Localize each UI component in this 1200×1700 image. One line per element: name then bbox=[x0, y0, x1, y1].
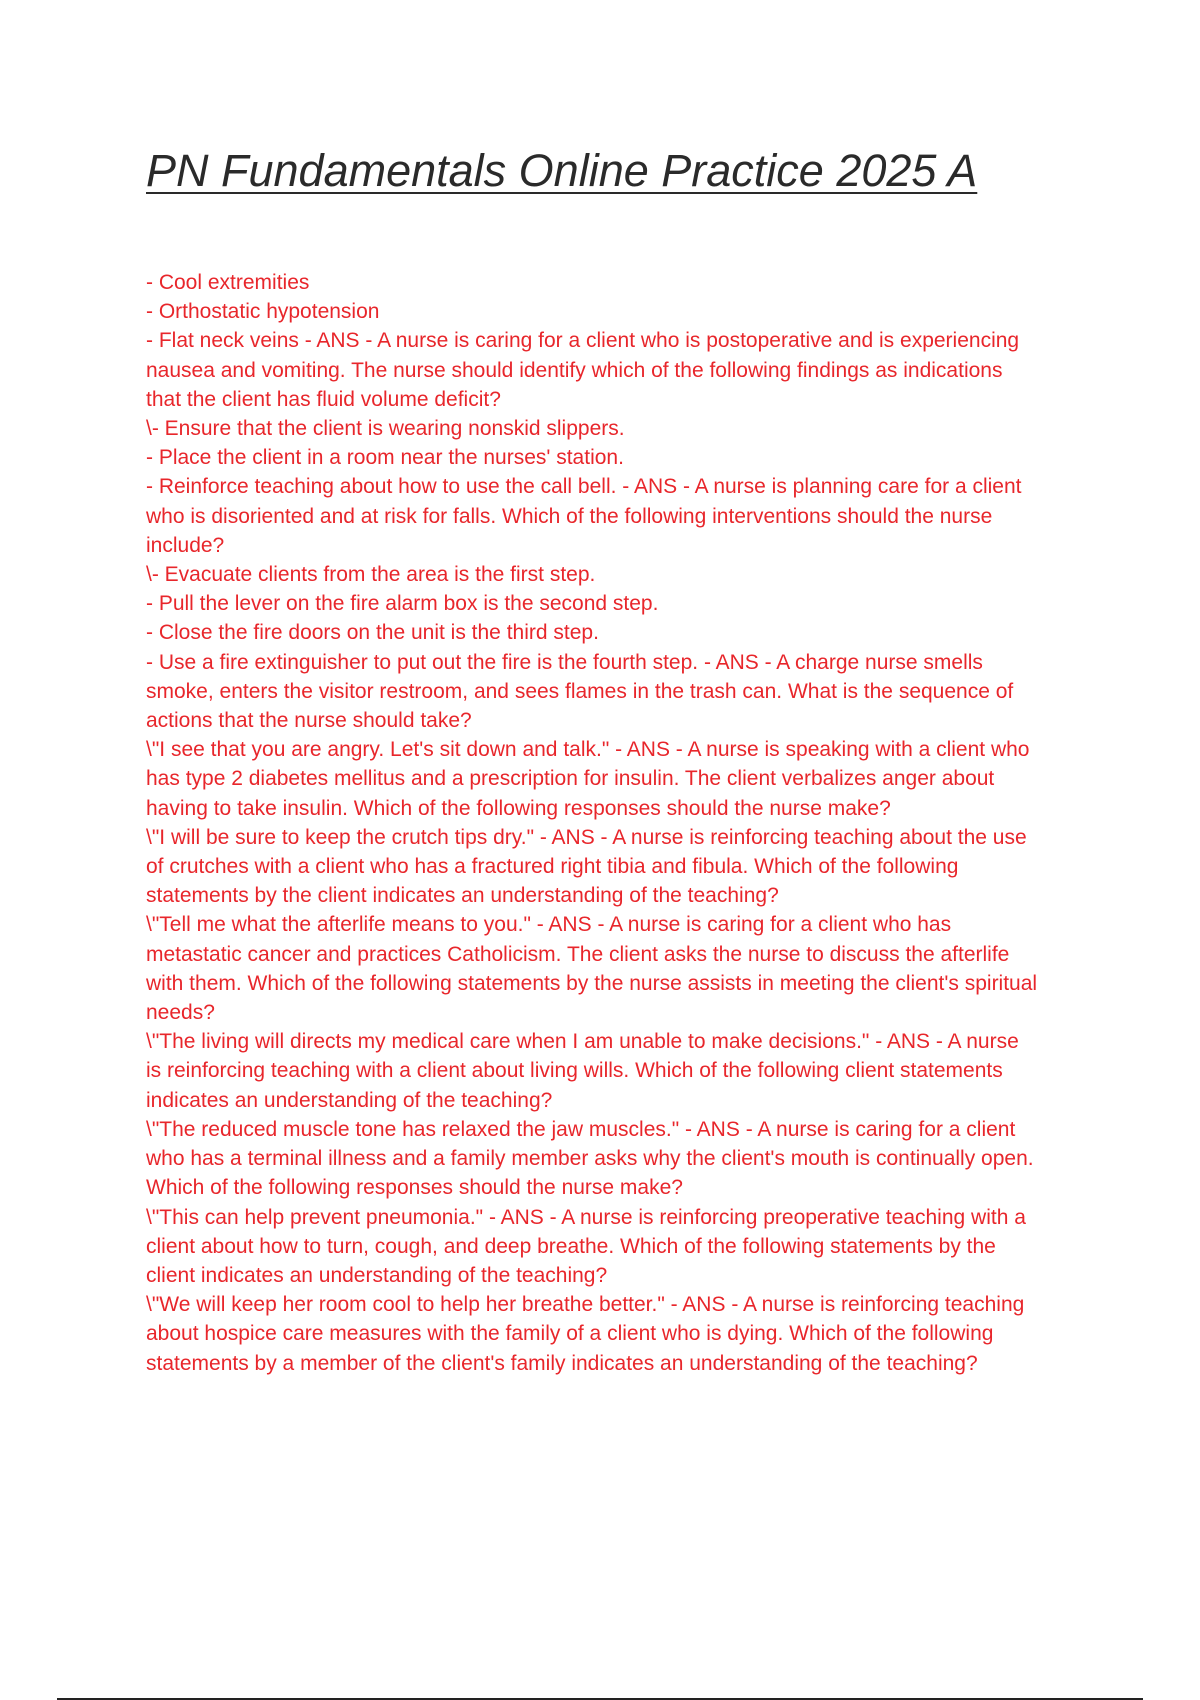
text-line: \"I will be sure to keep the crutch tips dry." - ANS - A nurse is reinforcing teaching about the use bbox=[146, 825, 1027, 849]
text-line: client about how to turn, cough, and deep breathe. Which of the following statements by the bbox=[146, 1234, 996, 1258]
text-line: \- Evacuate clients from the area is the first step. bbox=[146, 563, 596, 587]
text-line: - Pull the lever on the fire alarm box is the second step. bbox=[146, 592, 659, 616]
text-line: - Use a fire extinguisher to put out the fire is the fourth step. - ANS - A charge nurse smells bbox=[146, 650, 983, 674]
text-line: statements by a member of the client's family indicates an understanding of the teaching? bbox=[146, 1351, 978, 1375]
text-line: that the client has fluid volume deficit? bbox=[146, 387, 501, 411]
text-line: \"The living will directs my medical care when I am unable to make decisions." - ANS - A nurse bbox=[146, 1030, 1019, 1054]
text-line: \"This can help prevent pneumonia." - ANS - A nurse is reinforcing preoperative teaching with a bbox=[146, 1205, 1026, 1229]
text-line: \"We will keep her room cool to help her breathe better." - ANS - A nurse is reinforcing teaching bbox=[146, 1293, 1025, 1317]
text-line: indicates an understanding of the teaching? bbox=[146, 1088, 553, 1112]
text-line: Which of the following responses should the nurse make? bbox=[146, 1176, 683, 1200]
text-line: nausea and vomiting. The nurse should identify which of the following findings as indications bbox=[146, 358, 1003, 382]
text-line: - Place the client in a room near the nurses' station. bbox=[146, 446, 624, 470]
text-line: \"I see that you are angry. Let's sit down and talk." - ANS - A nurse is speaking with a client who bbox=[146, 738, 1030, 762]
text-line: statements by the client indicates an understanding of the teaching? bbox=[146, 884, 779, 908]
text-line: metastatic cancer and practices Catholicism. The client asks the nurse to discuss the afterlife bbox=[146, 942, 1010, 966]
text-line: \- Ensure that the client is wearing nonskid slippers. bbox=[146, 417, 625, 441]
text-line: - Flat neck veins - ANS - A nurse is caring for a client who is postoperative and is experiencing bbox=[146, 329, 1020, 353]
text-line: who is disoriented and at risk for falls. Which of the following interventions should the nurse bbox=[146, 504, 993, 528]
text-line: \"The reduced muscle tone has relaxed the jaw muscles." - ANS - A nurse is caring for a client bbox=[146, 1117, 1016, 1141]
text-line: - Close the fire doors on the unit is the third step. bbox=[146, 621, 599, 645]
document-body bbox=[146, 268, 1086, 1378]
text-line: has type 2 diabetes mellitus and a prescription for insulin. The client verbalizes anger about bbox=[146, 767, 995, 791]
text-line: \"Tell me what the afterlife means to you." - ANS - A nurse is caring for a client who has bbox=[146, 913, 952, 937]
text-line: - Cool extremities bbox=[146, 271, 310, 294]
text-line: with them. Which of the following statements by the nurse assists in meeting the client's spiritual bbox=[146, 971, 1038, 995]
text-line: needs? bbox=[146, 1001, 215, 1025]
text-line: who has a terminal illness and a family member asks why the client's mouth is continually open. bbox=[146, 1147, 1034, 1171]
text-line: smoke, enters the visitor restroom, and sees flames in the trash can. What is the sequence of bbox=[146, 679, 1014, 703]
text-line: about hospice care measures with the family of a client who is dying. Which of the following bbox=[146, 1322, 994, 1346]
text-line: of crutches with a client who has a fractured right tibia and fibula. Which of the following bbox=[146, 855, 959, 879]
text-line: client indicates an understanding of the teaching? bbox=[146, 1263, 608, 1287]
text-line: include? bbox=[146, 533, 225, 557]
text-line: - Reinforce teaching about how to use the call bell. - ANS - A nurse is planning care for a client bbox=[146, 475, 1022, 499]
text-line: is reinforcing teaching with a client about living wills. Which of the following client statements bbox=[146, 1059, 1003, 1083]
text-line: actions that the nurse should take? bbox=[146, 709, 472, 733]
text-line: - Orthostatic hypotension bbox=[146, 300, 380, 324]
document-title: PN Fundamentals Online Practice 2025 A bbox=[146, 145, 978, 196]
text-line: having to take insulin. Which of the following responses should the nurse make? bbox=[146, 796, 891, 820]
